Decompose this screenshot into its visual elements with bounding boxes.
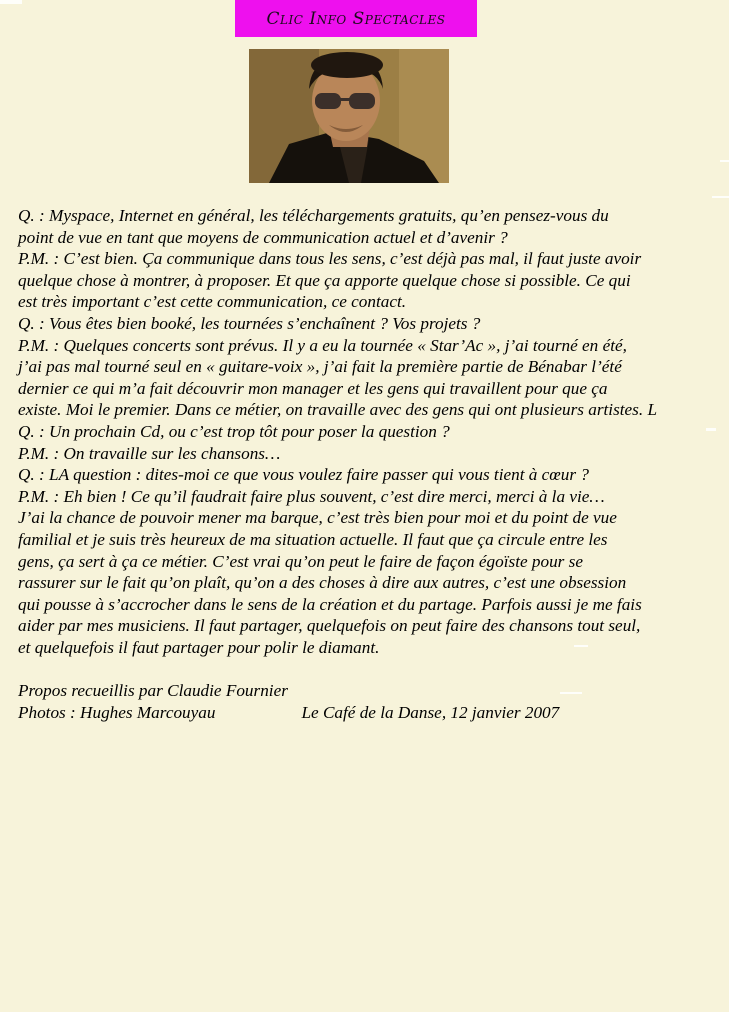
article-line: qui pousse à s’accrocher dans le sens de la création et du partage. Parfois aussi je me fais — [18, 594, 642, 614]
article-line: P.M. : C’est bien. Ça communique dans tous les sens, c’est déjà pas mal, il faut juste avoir — [18, 249, 642, 269]
spacer — [18, 658, 729, 680]
decorative-speck — [712, 196, 729, 198]
credit-line — [18, 702, 729, 724]
article-line: dernier ce qui m’a fait découvrir mon manager et les gens qui travaillent pour que ça — [18, 378, 608, 398]
decorative-speck — [706, 428, 716, 431]
article-line: quelque chose à montrer, à proposer. Et que ça apporte quelque chose si possible. Ce qui — [18, 270, 631, 290]
article-line: et quelquefois il faut partager pour polir le diamant. — [18, 637, 380, 657]
article-line: point de vue en tant que moyens de communication actuel et d’avenir ? — [18, 227, 508, 247]
article-line: familial et je suis très heureux de ma situation actuelle. Il faut que ça circule entre les — [18, 529, 608, 549]
portrait-photo-icon — [249, 49, 449, 183]
article-line: P.M. : On travaille sur les chansons… — [18, 443, 281, 463]
article-line: gens, ça sert à ça ce métier. C’est vrai qu’on peut le faire de façon égoïste pour se — [18, 551, 583, 571]
decorative-speck — [0, 0, 22, 4]
article-line: existe. Moi le premier. Dans ce métier, on travaille avec des gens qui ont plusieurs artistes. L — [18, 400, 658, 420]
site-banner — [235, 0, 477, 37]
banner-title: Clic Info Spectacles — [266, 8, 446, 29]
article-line: P.M. : Eh bien ! Ce qu’il faudrait faire plus souvent, c’est dire merci, merci à la vie… — [18, 486, 605, 506]
article-line: aider par mes musiciens. Il faut partager, quelquefois on peut faire des chansons tout seul, — [18, 616, 641, 636]
article-line: j’ai pas mal tourné seul en « guitare-voix », j’ai fait la première partie de Bénabar l’été — [18, 357, 622, 377]
article-line: Q. : LA question : dites-moi ce que vous voulez faire passer qui vous tient à cœur ? — [18, 465, 589, 485]
article-line: est très important c’est cette communication, ce contact. — [18, 292, 407, 312]
decorative-speck — [560, 692, 582, 694]
article-line: J’ai la chance de pouvoir mener ma barque, c’est très bien pour moi et du point de vue — [18, 508, 617, 528]
article-line: Q. : Un prochain Cd, ou c’est trop tôt pour poser la question ? — [18, 421, 450, 441]
decorative-speck — [574, 645, 588, 647]
article-line: Q. : Myspace, Internet en général, les téléchargements gratuits, qu’en pensez-vous du — [18, 206, 609, 225]
article-line: Q. : Vous êtes bien booké, les tournées s’enchaînent ? Vos projets ? — [18, 313, 481, 333]
credit-place-date: Le Café de la Danse, 12 janvier 2007 — [301, 702, 560, 722]
article-line: rassurer sur le fait qu’on plaît, qu’on a des choses à dire aux autres, c’est une obsession — [18, 573, 627, 593]
credit-photographer: Photos : Hughes Marcouyau — [18, 702, 216, 722]
interview-article — [18, 205, 729, 723]
portrait-photo — [249, 49, 449, 183]
credit-interviewer: Propos recueillis par Claudie Fournier — [18, 681, 288, 701]
article-line: P.M. : Quelques concerts sont prévus. Il y a eu la tournée « Star’Ac », j’ai tourné en été, — [18, 335, 627, 355]
decorative-speck — [720, 160, 729, 162]
